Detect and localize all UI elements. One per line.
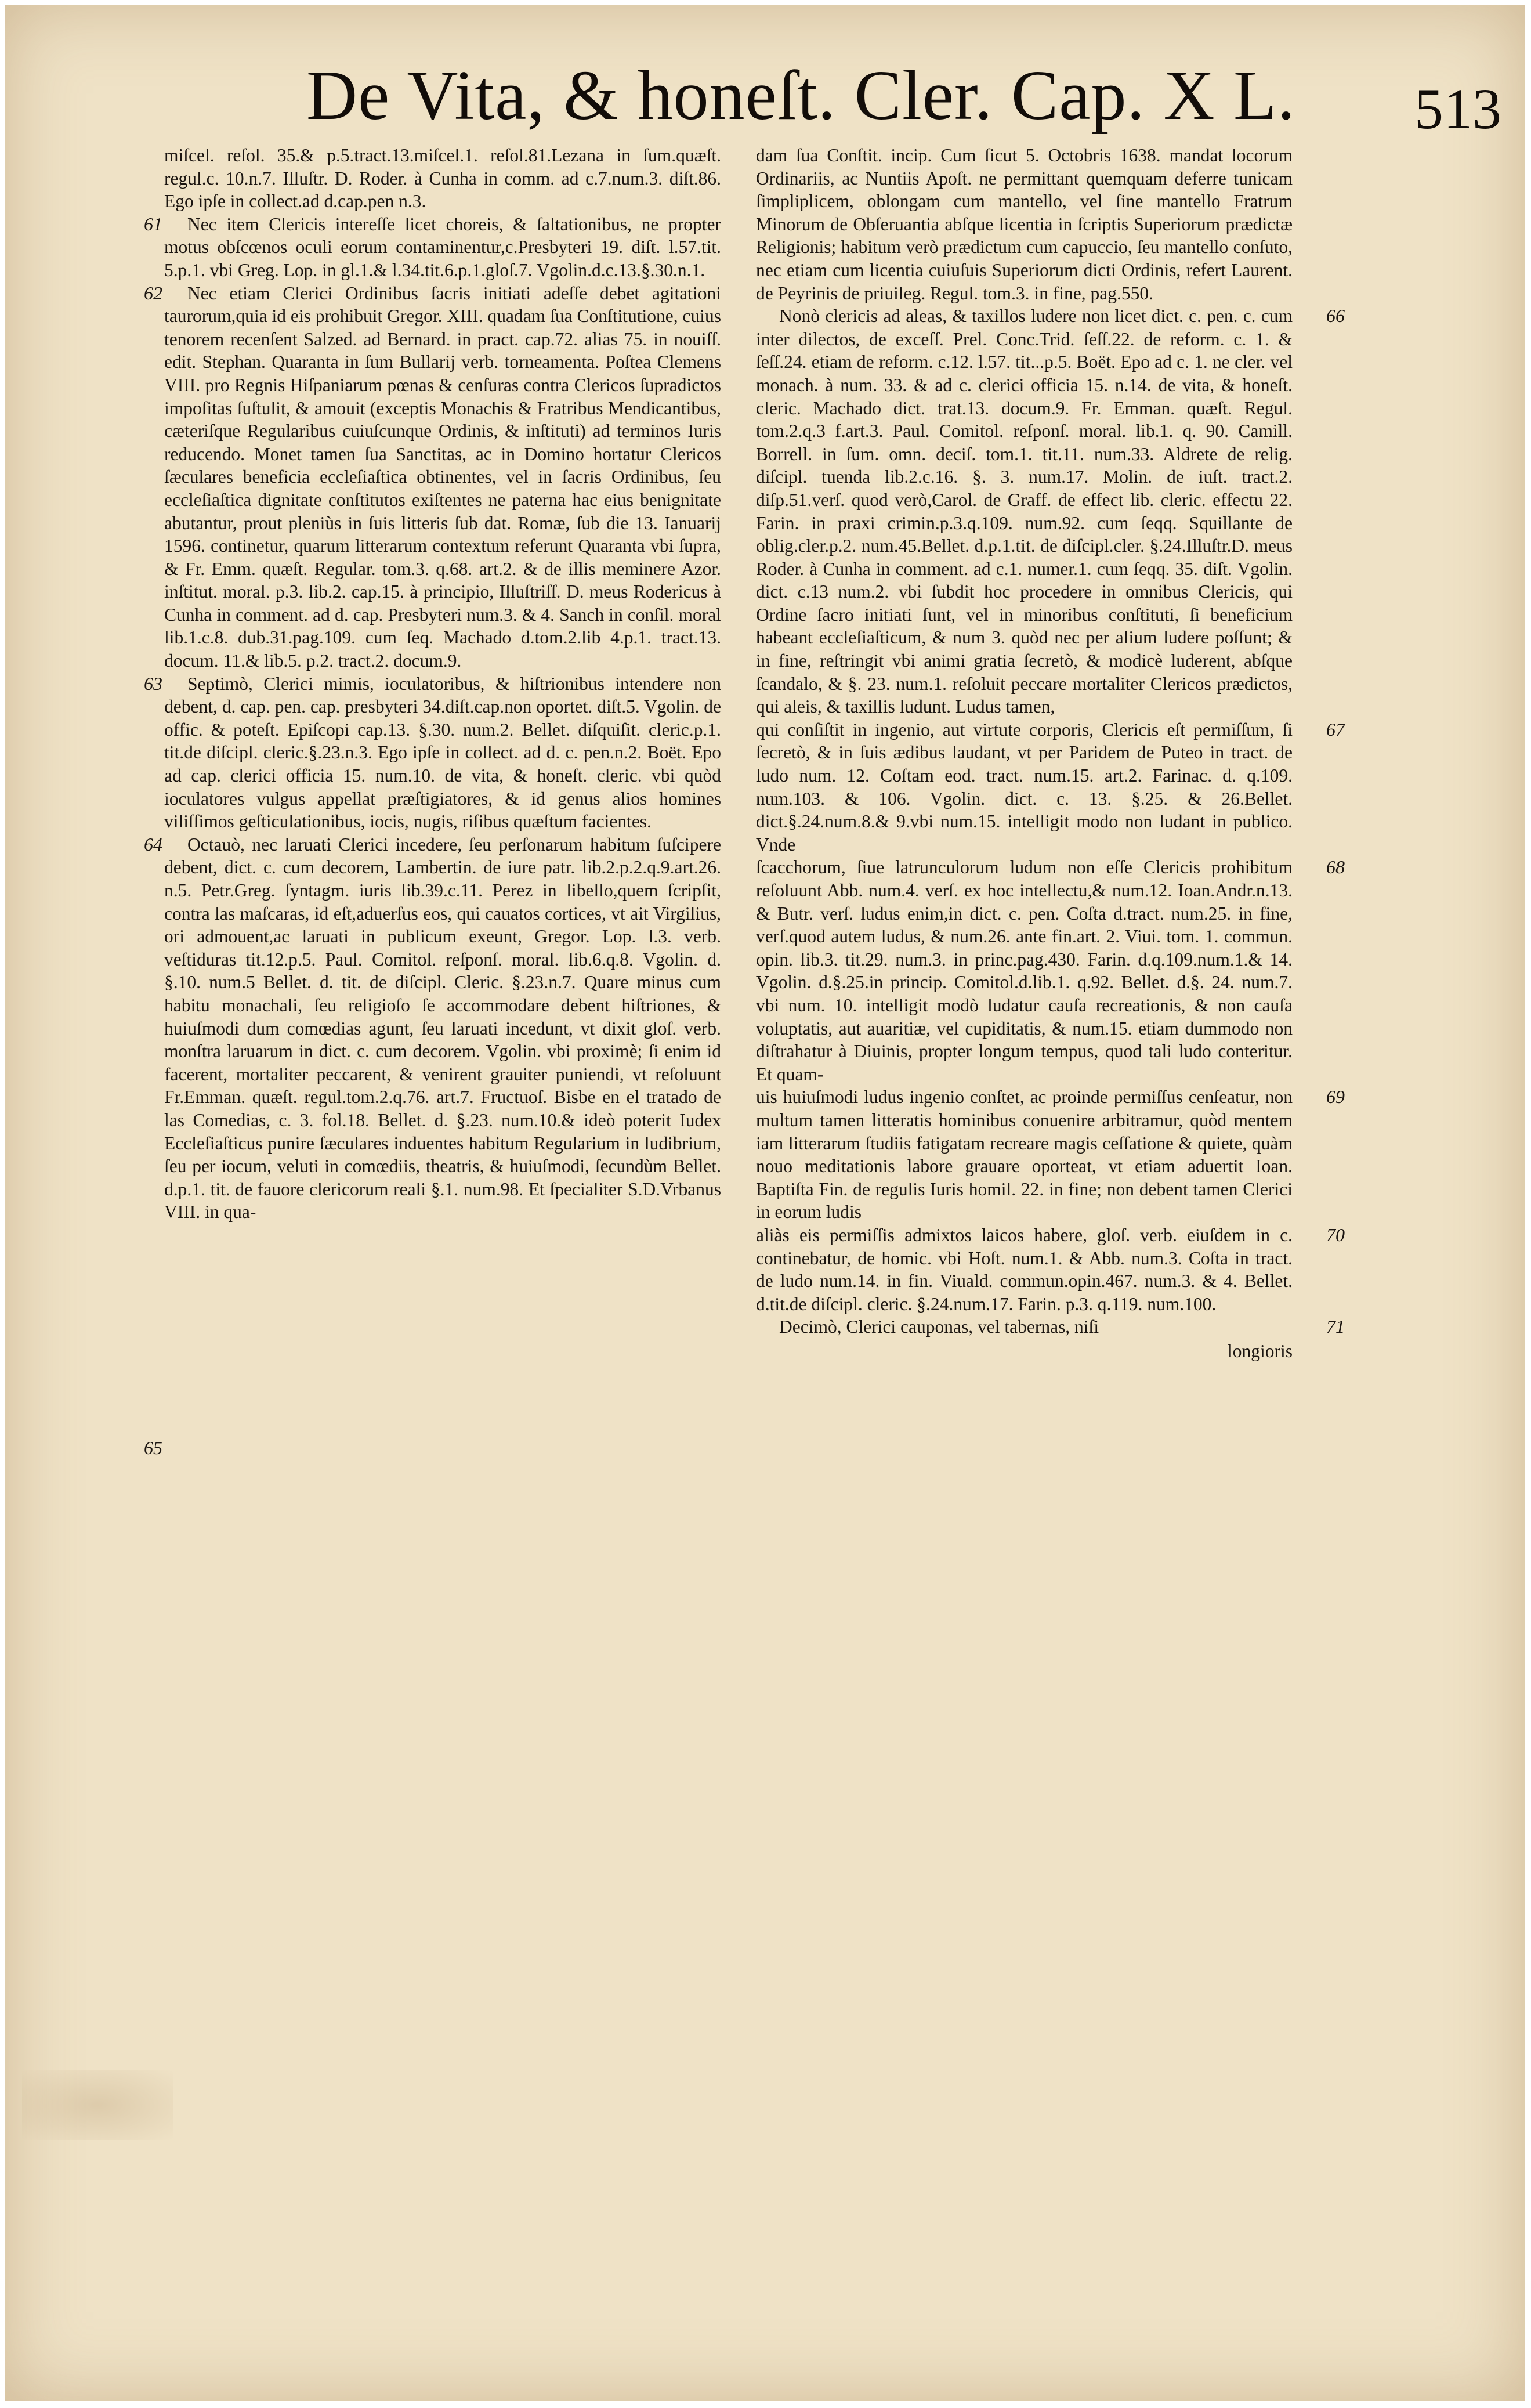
margin-number: 64 <box>144 833 162 855</box>
paragraph-text: Septimò, Clerici mimis, ioculatoribus, & hiſtrionibus intendere non debent, d. cap. pen. cap. presbyteri 34.diſt.cap.non oportet. diſt.5. Vgolin. de offic. & poteſt. Epiſcopi cap.13. §.30. num.2. Bellet. diſquiſit. cleric.p.1. tit.de diſcipl. cleric.§.23.n.3. Ego ipſe in collect. ad d. c. pen.n.2. Boët. Epo ad cap. clerici officia 15. num.10. de vita, & honeſt. cleric. vbi quòd ioculatores vulgus appellat præſtigiatores, & id genus alios homines viliſſimos geſticulationibus, iocis, nugis, riſibus quæſtum facientes. <box>164 673 721 832</box>
right-text-column <box>756 144 1345 1362</box>
paragraph <box>144 833 721 1458</box>
margin-number: 65 <box>144 1437 162 1458</box>
paragraph-text: Nonò clericis ad aleas, & taxillos ludere non licet dict. c. pen. c. cum inter dilectos, de exceſſ. Prel. Conc.Trid. ſeſſ.22. de reform. c. 1. & ſeſſ.24. etiam de reform. c.12. l.57. tit...p.5. Boët. Epo ad c. 1. ne cler. vel monach. à num. 33. & ad c. clerici officia 15. n.14. de vita, & honeſt. cleric. Machado dict. trat.13. docum.9. Fr. Emman. quæſt. Regul. tom.2.q.3 f.art.3. Paul. Comitol. reſponſ. moral. lib.1. q. 90. Camill. Borrell. in ſum. omn. deciſ. tom.1. tit.11. num.33. Aldrete de relig. diſcipl. tuenda lib.2.c.16. §. 3. num.17. Molin. de iuſt. tract.2. diſp.51.verſ. quod verò,Carol. de Graff. de effect lib. cleric. effectu 22. Farin. in praxi crimin.p.3.q.109. num.92. cum ſeqq. Squillante de oblig.cler.p.2. num.45.Bellet. d.p.1.tit. de diſcipl.cler. §.24.Illuſtr.D. meus Roder. à Cunha in comment. ad c.1. numer.1. cum ſeqq. 35. diſt. Vgolin. dict. c.13 num.2. vbi ſubdit hoc procedere in omnibus Clericis, qui Ordine ſacro initiati ſunt, vel in minoribus conſtituti, ſi beneficium habeant eccleſiaſticum, & num 3. quòd nec per alium ludere poſſunt; & in fine, reſtringit vbi animi gratia ſecretò, & modicè luderent, abſque ſcandalo, & §. 23. num.1. reſoluit peccare mortaliter Clericos prædictos, qui aleis, & taxillis ludunt. Ludus tamen, <box>756 306 1293 717</box>
margin-number: 69 <box>1326 1086 1345 1108</box>
margin-number: 67 <box>1326 718 1345 740</box>
margin-number: 66 <box>1326 305 1345 327</box>
paragraph-text: Octauò, nec laruati Clerici incedere, ſeu perſonarum habitum ſuſcipere debent, dict. c. cum decorem, Lambertin. de iure patr. lib.2.p.2.q.9.art.26. n.5. Petr.Greg. ſyntagm. iuris lib.39.c.11. Perez in libello,quem ſcripſit, contra las maſcaras, id eſt,aduerſus eos, qui cauatos cortices, vt ait Virgilius, ori admouent,ac laruati in publicum exeunt, Gregor. Lop. l.3. verb. veſtiduras tit.12.p.5. Paul. Comitol. reſponſ. moral. lib.6.q.8. Vgolin. d. §.10. num.5 Bellet. d. tit. de diſcipl. Cleric. §.23.n.7. Quare minus cum habitu monachali, ſeu religioſo ſe accommodare debent hiſtriones, & huiuſmodi dum comœdias agunt, ſeu laruati incedunt, vt dixit gloſ. verb. monſtra laruarum in dict. c. cum decorem. Vgolin. vbi proximè; ſi enim id facerent, mortaliter peccarent, & venirent grauiter puniendi, vt reſoluunt Fr.Emman. quæſt. regul.tom.2.q.76. art.7. Fructuoſ. Bisbe en el tratado de las Comedias, c. 3. fol.18. Bellet. d. §.23. num.10.& ideò poterit Iudex Eccleſiaſticus punire ſæculares induentes habitum Regularium in ludibrium, ſeu per iocum, veluti in comœdiis, theatris, & huiuſmodi, ſecundùm Bellet. d.p.1. tit. de fauore clericorum reali §.1. num.98. Et ſpecialiter S.D.Vrbanus VIII. in qua- <box>164 834 721 1223</box>
paragraph-text: Decimò, Clerici cauponas, vel tabernas, niſi <box>779 1317 1099 1337</box>
paragraph-text: dam ſua Conſtit. incip. Cum ſicut 5. Octobris 1638. mandat locorum Ordinariis, ac Nuntiis Apoſt. ne permittant quemquam deferre tunicam ſimpliplicem, oblongam cum mantello, vel ſine mantello Fratrum Minorum de Obſeruantia abſque licentia in ſcriptis Superiorum prædictæ Religionis; habitum verò prædictum cum capuccio, ſeu mantello conſuto, nec etiam cum licentia cuiuſuis Superiorum dicti Ordinis, refert Laurent. de Peyrinis de priuileg. Regul. tom.3. in fine, pag.550. <box>756 145 1293 303</box>
paragraph <box>756 1315 1345 1339</box>
book-page <box>5 5 1525 2401</box>
paragraph <box>144 213 721 282</box>
paragraph <box>756 305 1345 718</box>
paragraph-text: ſcacchorum, ſiue latrunculorum ludum non eſſe Clericis prohibitum reſoluunt Abb. num.4. verſ. ex hoc intellectu,& num.12. Ioan.Andr.n.13. & Butr. verſ. ludus enim,in dict. c. pen. Coſta d.tract. num.25. in fine, verſ.quod autem ludus, & num.26. ante fin.art. 2. Viui. tom. 1. commun. opin. lib.3. tit.29. num.3. in princ.pag.430. Farin. d.q.109.num.1.& 14. Vgolin. d.§.25.in princip. Comitol.d.lib.1. q.92. Bellet. d.§. 24. num.7. vbi num. 10. intelligit modò ludatur cauſa recreationis, & non cauſa voluptatis, aut auaritiæ, vel cupiditatis, & num.15. etiam dummodo non diſtrahatur à Diuinis, propter longum tempus, quod tali ludo conteritur. Et quam- <box>756 857 1293 1084</box>
paragraph <box>144 282 721 672</box>
paragraph-text: Nec etiam Clerici Ordinibus ſacris initiati adeſſe debet agitationi taurorum,quia id eis prohibuit Gregor. XIII. quadam ſua Conſtitutione, cuius tenorem recenſent Salzed. ad Bernard. in pract. cap.72. alias 75. in nouiſſ. edit. Stephan. Quaranta in ſum Bullarij verb. torneamenta. Poſtea Clemens VIII. pro Regnis Hiſpaniarum pœnas & cenſuras contra Clericos ſupradictos impoſitas ſuſtulit, & amouit (exceptis Monachis & Fratribus Mendicantibus, cæteriſque Regularibus cuiuſcunque Ordinis, & inſtituti) ad terminos Iuris reducendo. Monet tamen ſua Sanctitas, ac in Domino hortatur Clericos ſæculares beneficia eccleſiaſtica obtinentes, vel in ſacris Ordinibus, ſeu eccleſiaſtica dignitate conſtitutos exiſtentes ne paterna hac eius benignitate abutantur, prout pleniùs in ſuis litteris ſub dat. Romæ, ſub die 13. Ianuarij 1596. continetur, quarum litterarum contextum referunt Quaranta vbi ſupra, & Fr. Emm. quæſt. Regular. tom.3. q.68. art.2. & de illis meminere Azor. inſtitut. moral. p.3. lib.2. cap.15. à principio, Illuſtriſſ. D. meus Rodericus à Cunha in comment. ad d. cap. Presbyteri num.3. & 4. Sanch in conſil. moral lib.1.c.8. dub.31.pag.109. cum ſeq. Machado d.tom.2.lib 4.p.1. tract.13. docum. 11.& lib.5. p.2. tract.2. docum.9. <box>164 283 721 671</box>
page-title: De Vita, & honeſt. Cler. Cap. X L. <box>306 56 1296 135</box>
paragraph-text: uis huiuſmodi ludus ingenio conſtet, ac proinde permiſſus cenſeatur, non multum tamen litteratis hominibus conuenire arbitramur, quòd mentem iam litterarum ſtudiis fatigatam recreare magis ceſſatione & quiete, quàm nouo meditationis labore grauare oporteat, vt etiam aduertit Ioan. Baptiſta Fin. de regulis Iuris homil. 22. in fine; non debent tamen Clerici in eorum ludis <box>756 1087 1293 1223</box>
running-header <box>306 56 1501 153</box>
paragraph-text: aliàs eis permiſſis admixtos laicos habere, gloſ. verb. eiuſdem in c. continebatur, de homic. vbi Hoſt. num.1. & Abb. num.3. Coſta in tract. de ludo num.14. in fin. Viuald. commun.opin.467. num.3. & 4. Bellet. d.tit.de diſcipl. cleric. §.24.num.17. Farin. p.3. q.119. num.100. <box>756 1224 1293 1314</box>
margin-number: 61 <box>144 213 162 234</box>
paragraph <box>756 1224 1345 1315</box>
left-text-column <box>144 144 721 1458</box>
page-number: 513 <box>1414 77 1501 141</box>
paragraph-text: qui conſiſtit in ingenio, aut virtute corporis, Clericis eſt permiſſum, ſi ſecretò, & in ſuis ædibus laudant, vt per Paridem de Puteo in tract. de ludo num. 12. Coſtam eod. tract. num.15. art.2. Farinac. d. q.109. num.103. & 106. Vgolin. dict. c. 13. §.25. & 26.Bellet. dict.§.24.num.8.& 9.vbi num.15. intelligit modo non ludant in publico. Vnde <box>756 719 1293 855</box>
paragraph <box>144 672 721 833</box>
paragraph <box>756 856 1345 1086</box>
catchword: longioris <box>1227 1340 1293 1361</box>
margin-number: 68 <box>1326 856 1345 878</box>
margin-number: 63 <box>144 672 162 694</box>
paragraph <box>756 718 1345 856</box>
margin-number: 70 <box>1326 1224 1345 1245</box>
paragraph-text: miſcel. reſol. 35.& p.5.tract.13.miſcel.1. reſol.81.Lezana in ſum.quæſt. regul.c. 10.n.7. Illuſtr. D. Roder. à Cunha in comm. ad c.7.num.3. diſt.86. Ego ipſe in collect.ad d.cap.pen n.3. <box>164 145 721 212</box>
margin-number: 71 <box>1326 1316 1345 1337</box>
paragraph <box>756 1086 1345 1224</box>
paragraph <box>164 144 721 213</box>
paragraph <box>756 144 1293 305</box>
margin-number: 62 <box>144 282 162 303</box>
paragraph-text: Nec item Clericis intereſſe licet choreis, & ſaltationibus, ne propter motus obſcœnos oculi eorum contaminentur,c.Presbyteri 19. diſt. l.57.tit. 5.p.1. vbi Greg. Lop. in gl.1.& l.34.tit.6.p.1.gloſ.7. Vgolin.d.c.13.§.30.n.1. <box>164 214 721 280</box>
paper-stain <box>22 2070 173 2140</box>
